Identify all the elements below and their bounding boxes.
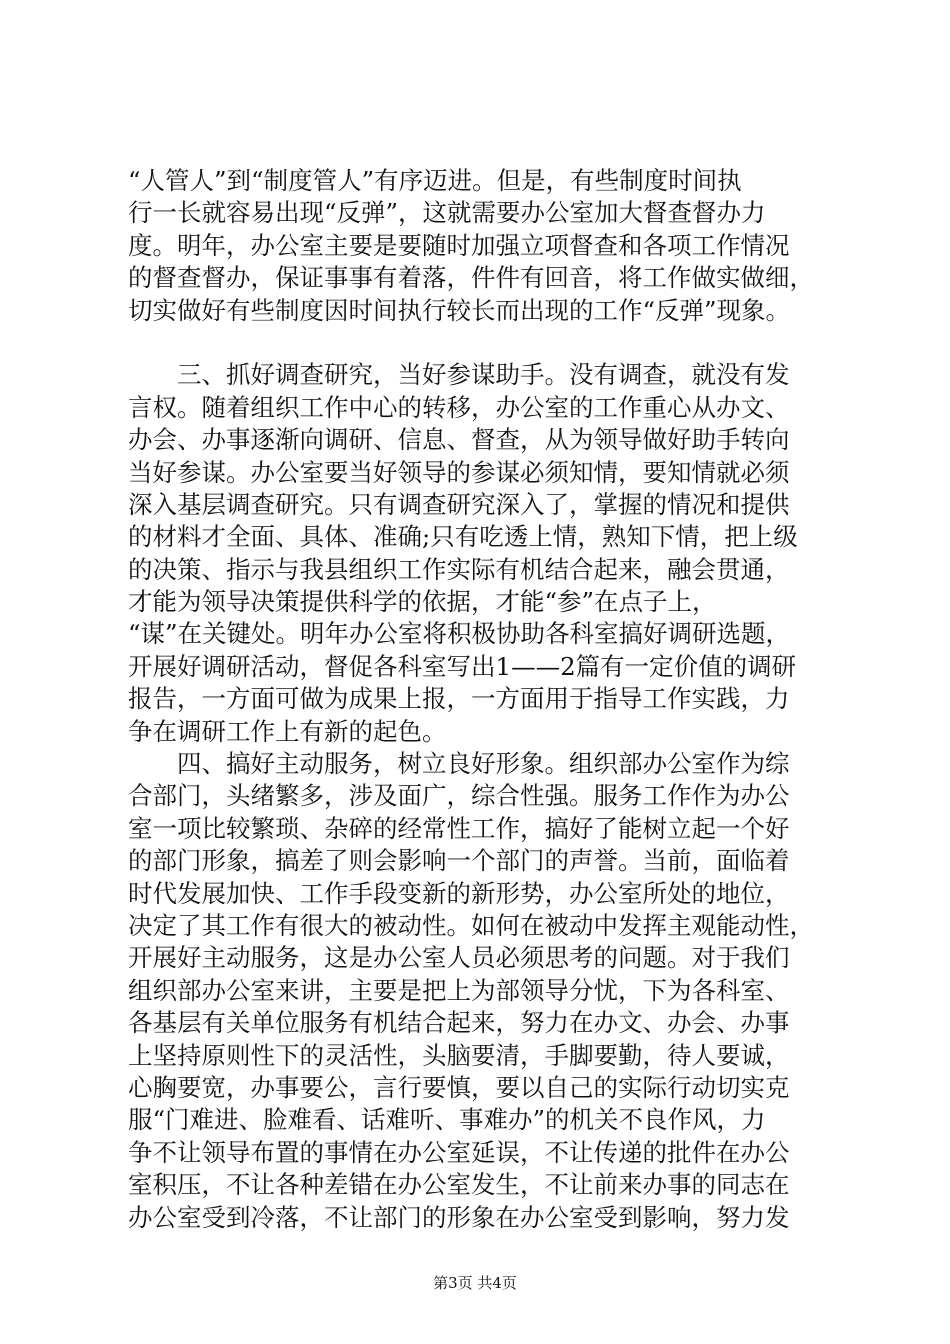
text-line: 度。明年，办公室主要是要随时加强立项督查和各项工作情况 bbox=[128, 230, 790, 260]
text-line: “谋”在关键处。明年办公室将积极协助各科室搞好调研选题， bbox=[128, 619, 791, 649]
text-line: 争在调研工作上有新的起色。 bbox=[128, 716, 447, 746]
text-line: 言权。随着组织工作中心的转移，办公室的工作重心从办文、 bbox=[128, 392, 790, 422]
text-line: 报告，一方面可做为成果上报，一方面用于指导工作实践，力 bbox=[128, 684, 790, 714]
text-line: 开展好主动服务，这是办公室人员必须思考的问题。对于我们 bbox=[128, 943, 790, 973]
text-line: 组织部办公室来讲，主要是把上为部领导分忧，下为各科室、 bbox=[128, 975, 790, 1005]
text-line: 室一项比较繁琐、杂碎的经常性工作，搞好了能树立起一个好 bbox=[128, 813, 790, 843]
text-line: 切实做好有些制度因时间执行较长而出现的工作“反弹”现象。 bbox=[128, 295, 791, 325]
page-number-footer: 第3页 共4页 bbox=[433, 1274, 517, 1292]
text-line: 才能为领导决策提供科学的依据，才能“参”在点子上， bbox=[128, 587, 717, 617]
text-line: 三、抓好调查研究，当好参谋助手。没有调查，就没有发 bbox=[128, 360, 790, 390]
text-line: 四、搞好主动服务，树立良好形象。组织部办公室作为综 bbox=[128, 749, 790, 779]
text-line: 深入基层调查研究。只有调查研究深入了，掌握的情况和提供 bbox=[128, 489, 790, 519]
text-line: 的决策、指示与我县组织工作实际有机结合起来，融会贯通， bbox=[128, 554, 790, 584]
text-line: 行一长就容易出现“反弹”，这就需要办公室加大督查督办力 bbox=[128, 198, 766, 228]
text-line: 的督查督办，保证事事有着落，件件有回音，将工作做实做细， bbox=[128, 263, 814, 293]
text-line: 办公室受到冷落，不让部门的形象在办公室受到影响，努力发 bbox=[128, 1202, 790, 1232]
text-line: 的部门形象，搞差了则会影响一个部门的声誉。当前，面临着 bbox=[128, 846, 790, 876]
text-line: 的材料才全面、具体、准确;只有吃透上情，熟知下情，把上级 bbox=[128, 522, 798, 552]
text-line: 办会、办事逐渐向调研、信息、督查，从为领导做好助手转向 bbox=[128, 425, 790, 455]
paragraph-3 bbox=[128, 748, 828, 1234]
document-body bbox=[128, 165, 828, 1234]
text-line: “人管人”到“制度管人”有序迈进。但是，有些制度时间执 bbox=[128, 166, 742, 195]
text-line: 服“门难进、脸难看、话难听、事难办”的机关不良作风，力 bbox=[128, 1105, 766, 1135]
text-line: 上坚持原则性下的灵活性，头脑要清，手脚要勤，待人要诚， bbox=[128, 1040, 790, 1070]
text-line: 合部门，头绪繁多，涉及面广，综合性强。服务工作作为办公 bbox=[128, 781, 790, 811]
text-line: 室积压，不让各种差错在办公室发生，不让前来办事的同志在 bbox=[128, 1170, 790, 1200]
text-line: 心胸要宽，办事要公，言行要慎，要以自己的实际行动切实克 bbox=[128, 1072, 790, 1102]
text-line: 各基层有关单位服务有机结合起来，努力在办文、办会、办事 bbox=[128, 1008, 790, 1038]
text-line: 开展好调研活动，督促各科室写出1——2篇有一定价值的调研 bbox=[128, 651, 797, 681]
text-line: 决定了其工作有很大的被动性。如何在被动中发挥主观能动性， bbox=[128, 910, 814, 940]
text-line: 时代发展加快、工作手段变新的新形势，办公室所处的地位， bbox=[128, 878, 790, 908]
text-line: 争不让领导布置的事情在办公室延误，不让传递的批件在办公 bbox=[128, 1137, 790, 1167]
paragraph-1 bbox=[128, 165, 828, 327]
paragraph-spacer bbox=[128, 327, 828, 359]
text-line: 当好参谋。办公室要当好领导的参谋必须知情，要知情就必须 bbox=[128, 457, 790, 487]
paragraph-2 bbox=[128, 359, 828, 748]
